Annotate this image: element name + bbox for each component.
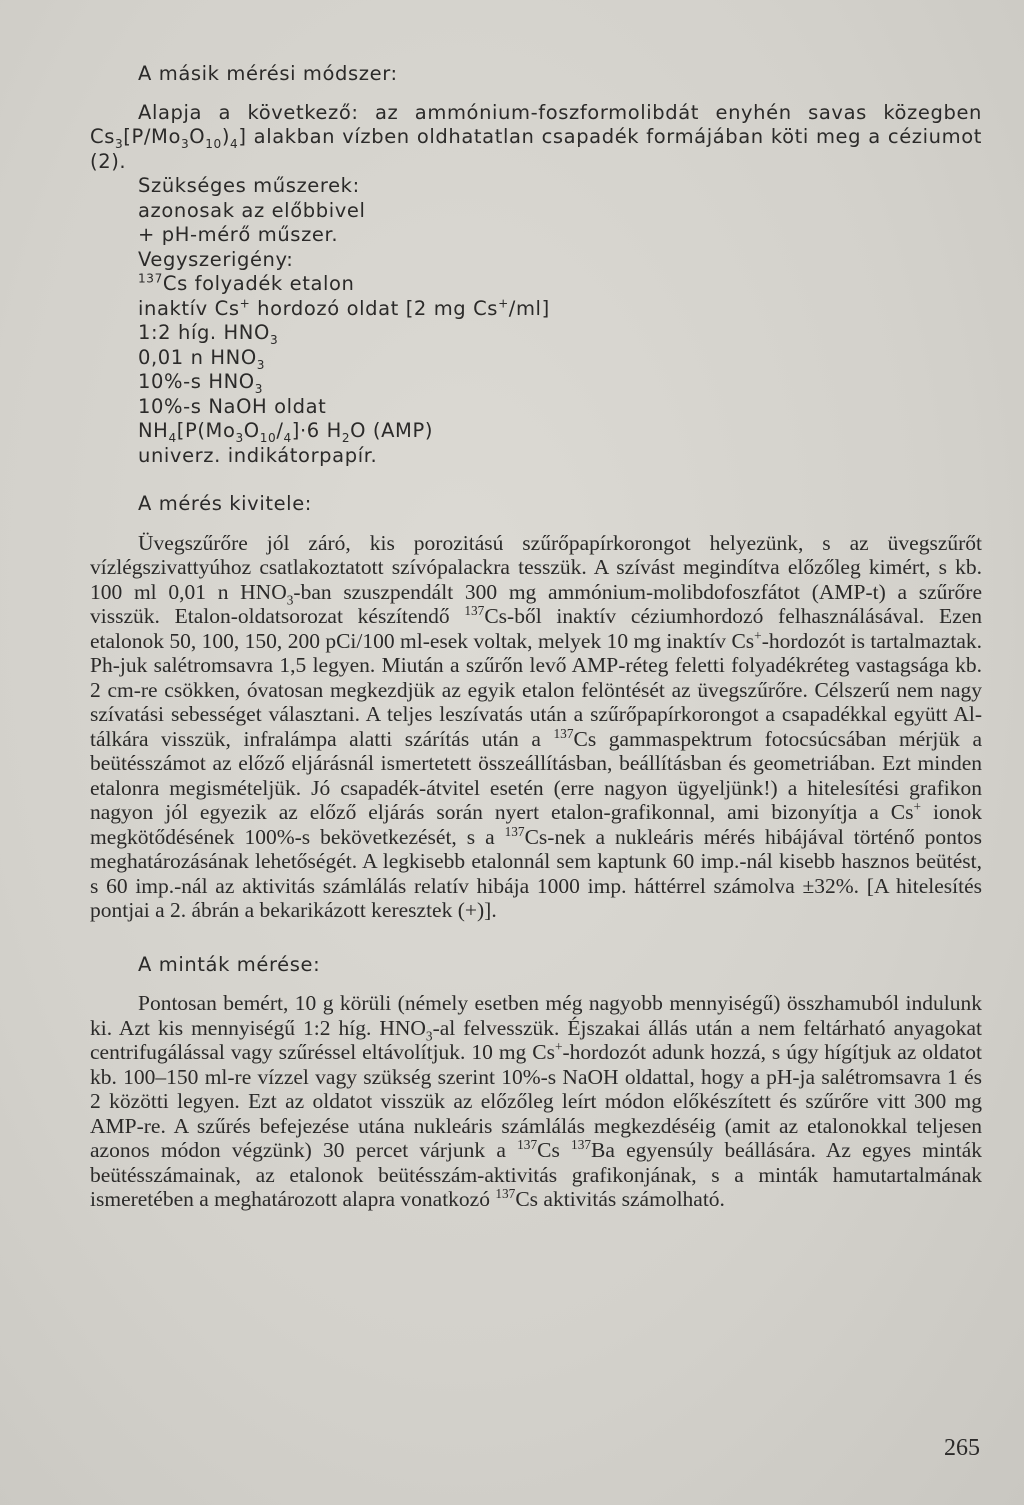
section-heading-procedure: A mérés kivitele: — [138, 492, 312, 515]
chemical-item: inaktív Cs+ hordozó oldat [2 mg Cs+/ml] — [138, 296, 550, 320]
instrument-item: + pH-mérő műszer. — [138, 223, 339, 246]
chemical-item: $^{137}$Cs folyadék etalon — [138, 271, 355, 295]
chemical-item: 1:2 híg. $HNO_3$ — [138, 321, 279, 347]
chemical-item: 10%-s $HNO_3$ — [138, 370, 264, 396]
section-heading-method: A másik mérési módszer: — [138, 62, 398, 85]
section-heading-samples: A minták mérése: — [138, 952, 321, 976]
samples-paragraph: Pontosan bemért, 10 g körüli (némely esetben még nagyobb mennyiségű) összhamuból indulunk ki. Azt kis mennyiségű 1:2 híg. $HNO_3-al$ felvesszük. Éjszakai állás után a nem feltárható anyagokat centrifugálással vagy szűréssel eltávolítjuk. 10 mg Cs+-hordozót adunk hozzá, s úgy hígítjuk az oldatot kb. 100–150 ml-re vízzel vagy szükség szerint 10%-s NaOH oldattal, hogy a pH-ja salétromsavra 1 és 2 közötti legyen. Ezt az oldatot visszük az előzőleg leírt módon előkészített és szűrőre vitt 300 mg AMP-re. A szűrés befejezése utána nukleáris számlálás megkezdéséig (amit az etalonokkal teljesen azonos módon végzünk) 30 percet várjunk a $^{137}$Cs $^{137}$Ba egyensúly beállására. Az egyes minták beütésszámainak, az etalonok beütésszám-aktivitás grafikonjának, s a minták hamutartalmának ismeretében a meghatározott alapra vonatkozó $^{137}$Cs aktivitás számolható. — [90, 991, 982, 1211]
chemical-item: $NH_4[P(Mo_3O_{10}/_4]\cdot 6$ $H_2O$ (AMP) — [138, 419, 434, 445]
chemical-item: univerz. indikátorpapír. — [138, 443, 378, 467]
procedure-paragraph: Üvegszűrőre jól záró, kis porozitású szűrőpapírkorongot helyezünk, s az üvegszűrőt vízlégszivattyúhoz csatlakoztatott szívópalackra tesszük. A szívást megindítva előzőleg kimért, s kb. 100 ml 0,01 n $HNO_3$-ban szuszpendált 300 mg ammónium-molibdofoszfátot (AMP-t) a szűrőre visszük. Etalon-oldatsorozat készítendő $^{137}$Cs-ből inaktív céziumhordozó felhasználásával. Ezen etalonok 50, 100, 150, 200 pCi/100 ml-esek voltak, melyek 10 mg inaktív Cs+-hordozót is tartalmaztak. Ph-juk salétromsavra 1,5 legyen. Miután a szűrőn levő AMP-réteg feletti folyadékréteg vastagsága kb. 2 cm-re csökken, óvatosan megkezdjük az egyik etalon felöntését az üvegszűrőre. Célszerű nem nagy szívatási sebességet választani. A teljes leszívatás után a szűrőpapírkorongot a csapadékkal együtt Al-tálkára visszük, infralámpa alatti szárítás után a $^{137}$Cs gammaspektrum fotocsúcsában mérjük a beütésszámot az előző eljárásnál ismertetett összeállításban, beállításban és geometriában. Ezt minden etalonra megismételjük. Jó csapadék-átvitel esetén (erre nagyon ügyeljünk!) a hitelesítési grafikon nagyon jól egyezik az előző eljárás során nyert etalon-grafikonnal, ami bizonyítja a Cs+ ionok megkötődésének 100%-s bekövetkezését, s a $^{137}$Cs-nek a nukleáris mérés hibájával történő pontos meghatározásának lehetőségét. A legkisebb etalonnál sem kaptunk 60 imp.-nál kisebb hasznos beütést, s 60 imp.-nál az aktivitás számlálás relatív hibája 1000 imp. háttérrel számolva ±32%. [A hitelesítés pontjai a 2. ábrán a bekarikázott keresztek (+)]. — [90, 530, 982, 922]
instrument-item: azonosak az előbbivel — [138, 198, 366, 222]
instruments-list — [138, 174, 982, 468]
chemical-item: 10%-s NaOH oldat — [138, 394, 327, 418]
method-intro-paragraph: Alapja a következő: az ammónium-foszformolibdát enyhén savas közegben $Cs_3[P/Mo_3O_{10})_4$] alakban vízben oldhatatlan csapadék formájában köti meg a céziumot (2). — [90, 100, 982, 173]
chemical-item: 0,01 n $HNO_3$ — [138, 345, 266, 372]
chemicals-heading: Vegyszerigény: — [138, 247, 294, 271]
instruments-heading: Szükséges műszerek: — [138, 174, 360, 197]
page-number: 265 — [944, 1435, 980, 1461]
